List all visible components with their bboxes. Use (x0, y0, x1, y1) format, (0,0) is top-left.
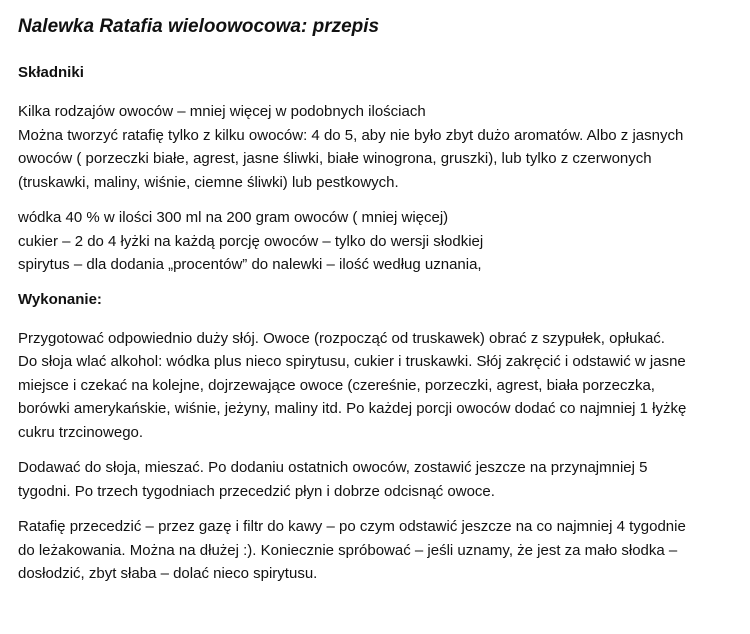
text-line: miejsce i czekać na kolejne, dojrzewające owoce (czereśnie, porzeczki, agrest, biała porzeczka, (18, 376, 655, 394)
ingredients-paragraph-1 (18, 100, 740, 194)
method-paragraph-3 (18, 515, 740, 586)
text-line: do leżakowania. Można na dłużej :). Koniecznie spróbować – jeśli uznamy, że jest za mało słodka – (18, 541, 678, 559)
ingredients-heading: Składniki (18, 64, 84, 81)
text-line: borówki amerykańskie, wiśnie, jeżyny, maliny itd. Po każdej porcji owoców dodać co najmniej 1 łyżkę (18, 400, 687, 417)
method-paragraph-1 (18, 327, 740, 445)
ingredients-paragraph-2 (18, 206, 740, 277)
text-line: Dodawać do słoja, mieszać. Po dodaniu ostatnich owoców, zostawić jeszcze na przynajmniej 5 (18, 459, 648, 476)
text-line: Można tworzyć ratafię tylko z kilku owoców: 4 do 5, aby nie było zbyt dużo aromatów. Albo z jasnych (18, 126, 684, 144)
page-title: Nalewka Ratafia wieloowocowa: przepis (18, 16, 380, 37)
text-line: tygodni. Po trzech tygodniach przecedzić płyn i dobrze odcisnąć owoce. (18, 482, 495, 500)
text-line: owoców ( porzeczki białe, agrest, jasne śliwki, białe winogrona, gruszki), lub tylko z czerwonych (18, 150, 652, 167)
text-line: (truskawki, maliny, wiśnie, ciemne śliwki) lub pestkowych. (18, 173, 399, 191)
text-line: Do słoja wlać alkohol: wódka plus nieco spirytusu, cukier i truskawki. Słój zakręcić i odstawić w jasne (18, 353, 686, 370)
text-line: Przygotować odpowiednio duży słój. Owoce (rozpocząć od truskawek) obrać z szypułek, opłukać. (18, 329, 665, 347)
text-line: Kilka rodzajów owoców – mniej więcej w podobnych ilościach (18, 103, 426, 120)
text-line: cukru trzcinowego. (18, 423, 144, 441)
method-paragraph-2 (18, 456, 740, 503)
text-line: dosłodzić, zbyt słaba – dolać nieco spirytusu. (18, 565, 318, 582)
text-line: wódka 40 % w ilości 300 ml na 200 gram owoców ( mniej więcej) (18, 209, 449, 226)
text-line: Ratafię przecedzić – przez gazę i filtr do kawy – po czym odstawić jeszcze na co najmniej 4 tygodnie (18, 518, 686, 535)
text-line: spirytus – dla dodania „procentów” do nalewki – ilość według uznania, (18, 256, 482, 273)
recipe-document (18, 14, 740, 598)
method-heading: Wykonanie: (18, 290, 102, 308)
text-line: cukier – 2 do 4 łyżki na każdą porcję owoców – tylko do wersji słodkiej (18, 232, 484, 250)
